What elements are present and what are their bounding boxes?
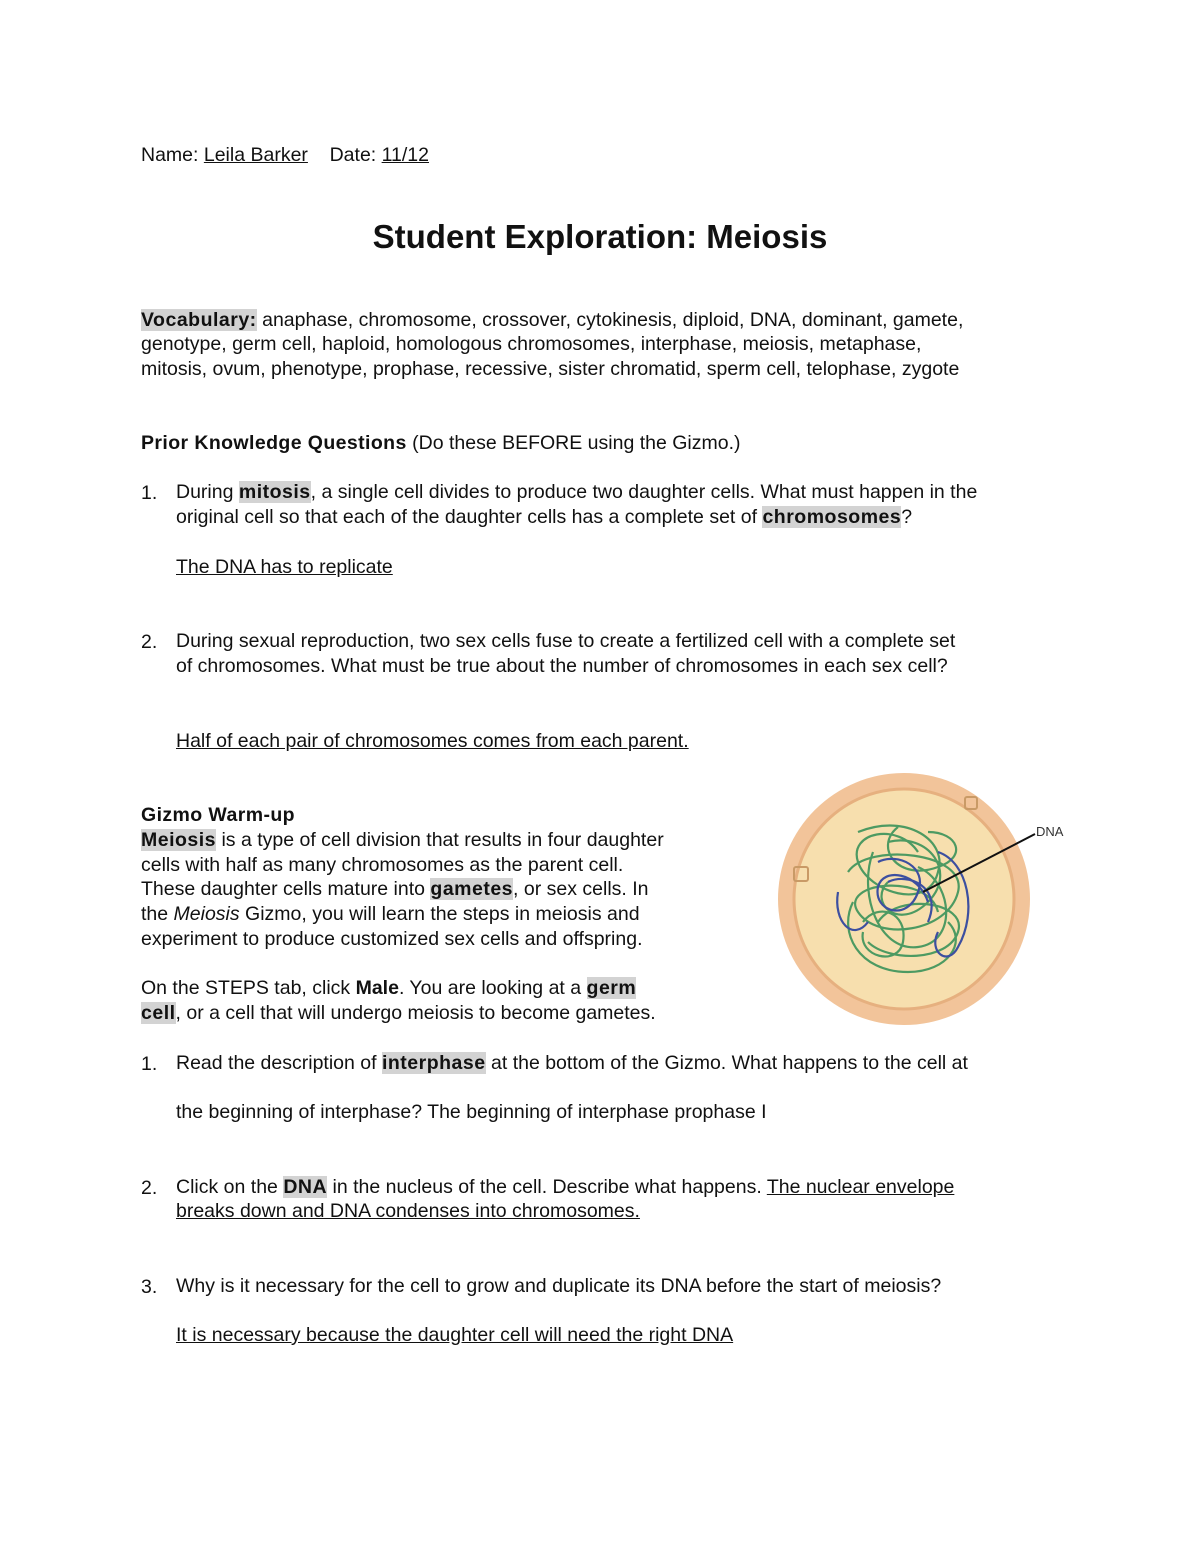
term-interphase: interphase [381, 1052, 486, 1074]
warmup-p1-line-2: cells with half as many chromosomes as the parent cell. [141, 854, 624, 876]
q2-line-1 [176, 1175, 954, 1200]
warmup-p1-l4-pre: the [141, 903, 174, 925]
prior-q1-pre: During [176, 481, 239, 503]
term-mitosis: mitosis [238, 481, 311, 503]
dna-figure-label: DNA [1036, 824, 1064, 839]
q2-post: in the nucleus of the cell. Describe what happens. [327, 1176, 767, 1198]
warmup-p2-line-1 [141, 976, 636, 1001]
name-label: Name: [141, 144, 199, 166]
q2-number: 2. [141, 1177, 158, 1199]
warmup-p1-line-3 [141, 877, 649, 902]
prior-q1-line2-post: ? [901, 506, 913, 528]
prior-q2-answer: Half of each pair of chromosomes comes from each parent. [176, 730, 689, 752]
prior-q2-line-2: of chromosomes. What must be true about the number of chromosomes in each sex cell? [176, 655, 948, 677]
page-title: Student Exploration: Meiosis [372, 218, 828, 255]
term-meiosis: Meiosis [141, 829, 217, 851]
meiosis-italic: Meiosis [173, 903, 240, 925]
cell-membrane [794, 789, 1014, 1009]
prior-q1-line2-pre: original cell so that each of the daughter cells has a complete set of [176, 506, 763, 528]
vocabulary-line-1 [141, 308, 963, 333]
name-date-line [141, 143, 429, 168]
q1-pre: Read the description of [176, 1052, 382, 1074]
warmup-p1-l4-post: Gizmo, you will learn the steps in meiosis and [239, 903, 640, 925]
term-dna: DNA [283, 1176, 328, 1198]
prior-heading-note: (Do these BEFORE using the Gizmo.) [412, 432, 741, 454]
prior-q2-number: 2. [141, 631, 158, 653]
warmup-p1-line-1 [141, 828, 664, 853]
prior-knowledge-heading [141, 431, 741, 456]
q1-line-1 [176, 1051, 968, 1076]
q1-post: at the bottom of the Gizmo. What happens to the cell at [485, 1052, 968, 1074]
vocabulary-terms-1: anaphase, chromosome, crossover, cytokinesis, diploid, DNA, dominant, gamete, [262, 309, 964, 331]
warmup-p1-l3-pre: These daughter cells mature into [141, 878, 431, 900]
vocabulary-line-3: mitosis, ovum, phenotype, prophase, recessive, sister chromatid, sperm cell, telophase, zygote [141, 358, 960, 380]
warmup-p1-line-5: experiment to produce customized sex cells and offspring. [141, 928, 643, 950]
warmup-heading: Gizmo Warm-up [141, 804, 295, 826]
prior-heading-bold: Prior Knowledge Questions [141, 432, 407, 454]
male-bold: Male [355, 977, 399, 999]
warmup-p2-l1-post: . You are looking at a [398, 977, 587, 999]
q3-number: 3. [141, 1276, 158, 1298]
term-cell: cell [141, 1002, 176, 1024]
q2-pre: Click on the [176, 1176, 284, 1198]
prior-q2-line-1: During sexual reproduction, two sex cells fuse to create a fertilized cell with a complete set [176, 630, 956, 652]
cell-figure [778, 772, 1078, 1032]
q1-line-2: the beginning of interphase? The beginning of interphase prophase I [176, 1101, 767, 1123]
warmup-p1-l3-post: , or sex cells. In [513, 878, 649, 900]
warmup-p2-line-2 [141, 1001, 656, 1026]
q3-answer: It is necessary because the daughter cell will need the right DNA [176, 1324, 734, 1346]
q1-number: 1. [141, 1053, 158, 1075]
prior-q1-line-1 [176, 480, 977, 505]
term-chromosomes: chromosomes [762, 506, 902, 528]
prior-q1-number: 1. [141, 482, 158, 504]
name-value: Leila Barker [203, 144, 308, 166]
prior-q1-line-2 [176, 505, 912, 530]
q2-answer-1: The nuclear envelope [766, 1176, 955, 1198]
warmup-p1-line-4 [141, 902, 640, 927]
term-germ: germ [586, 977, 637, 999]
prior-q1-mid: , a single cell divides to produce two daughter cells. What must happen in the [310, 481, 978, 503]
prior-q1-answer: The DNA has to replicate [176, 556, 393, 578]
term-gametes: gametes [430, 878, 514, 900]
q3-line-1: Why is it necessary for the cell to grow and duplicate its DNA before the start of meiosis? [176, 1275, 942, 1297]
vocabulary-line-2: genotype, germ cell, haploid, homologous chromosomes, interphase, meiosis, metaphase, [141, 333, 922, 355]
warmup-p1-l1: is a type of cell division that results in four daughter [216, 829, 664, 851]
warmup-p2-l2-post: , or a cell that will undergo meiosis to become gametes. [175, 1002, 656, 1024]
vocabulary-label: Vocabulary: [141, 309, 257, 331]
q2-answer-2: breaks down and DNA condenses into chromosomes. [176, 1200, 640, 1222]
date-label: Date: [329, 144, 377, 166]
warmup-p2-l1-pre: On the STEPS tab, click [141, 977, 356, 999]
date-value: 11/12 [381, 144, 429, 166]
